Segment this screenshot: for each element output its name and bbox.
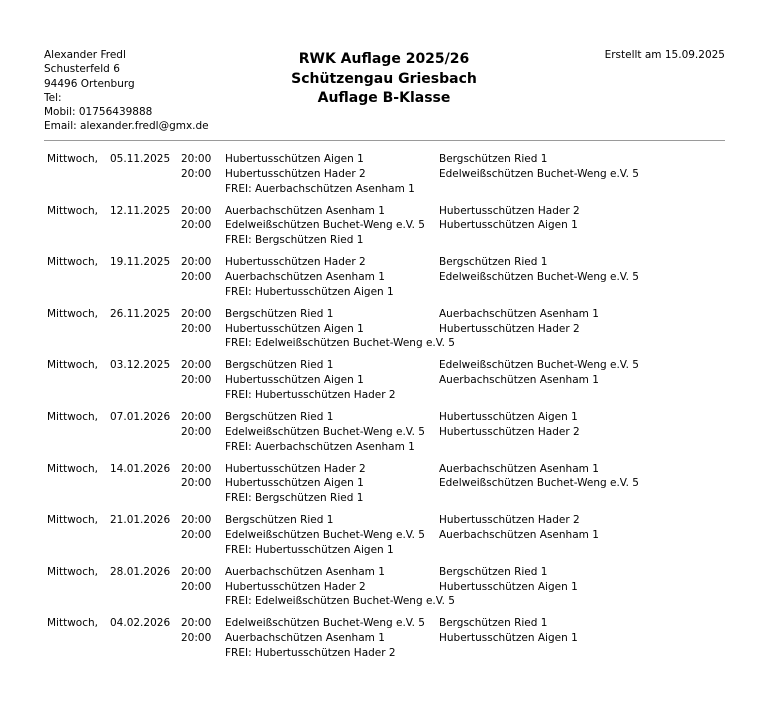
- match-round: [0, 358, 768, 410]
- away-team-2: Hubertusschützen Hader 2: [439, 322, 580, 335]
- date-text: 19.11.2025: [110, 256, 171, 269]
- match-time-2: 20:00: [181, 632, 212, 645]
- home-team-2: Hubertusschützen Aigen 1: [225, 477, 364, 490]
- match-time-2: 20:00: [181, 322, 212, 335]
- round-home-teams: [225, 513, 425, 557]
- round-date: [110, 358, 170, 373]
- bye-team: FREI: Auerbachschützen Asenham 1: [225, 182, 415, 195]
- home-team-1: Hubertusschützen Hader 2: [225, 462, 366, 475]
- match-time-2: 20:00: [181, 528, 212, 541]
- away-team-2: Edelweißschützen Buchet-Weng e.V. 5: [439, 167, 639, 180]
- title-line-1: RWK Auflage 2025/26: [298, 51, 470, 67]
- home-team-2: Edelweißschützen Buchet-Weng e.V. 5: [225, 219, 425, 232]
- round-weekday: [47, 565, 98, 580]
- sender-address: [44, 48, 209, 134]
- weekday-text: Mittwoch,: [47, 617, 98, 630]
- home-team-2: Edelweißschützen Buchet-Weng e.V. 5: [225, 425, 425, 438]
- away-team-2: Auerbachschützen Asenham 1: [439, 528, 599, 541]
- home-team-2: Hubertusschützen Aigen 1: [225, 322, 364, 335]
- home-team-1: Edelweißschützen Buchet-Weng e.V. 5: [225, 617, 425, 630]
- sender-email: Email: alexander.fredl@gmx.de: [44, 120, 209, 133]
- match-time-1: 20:00: [181, 307, 212, 320]
- bye-team: FREI: Hubertusschützen Hader 2: [225, 388, 396, 401]
- date-text: 28.01.2026: [110, 565, 171, 578]
- match-round: [0, 307, 768, 359]
- weekday-text: Mittwoch,: [47, 410, 98, 423]
- match-time-2: 20:00: [181, 270, 212, 283]
- bye-team: FREI: Auerbachschützen Asenham 1: [225, 440, 415, 453]
- bye-team: FREI: Hubertusschützen Hader 2: [225, 646, 396, 659]
- home-team-1: Auerbachschützen Asenham 1: [225, 204, 385, 217]
- round-times: [181, 307, 211, 337]
- match-time-2: 20:00: [181, 219, 212, 232]
- date-text: 26.11.2025: [110, 307, 171, 320]
- round-weekday: [47, 358, 98, 373]
- round-times: [181, 410, 211, 440]
- home-team-1: Hubertusschützen Hader 2: [225, 256, 366, 269]
- away-team-2: Edelweißschützen Buchet-Weng e.V. 5: [439, 477, 639, 490]
- round-away-teams: [439, 462, 639, 492]
- sender-mobile: Mobil: 01756439888: [44, 106, 153, 119]
- away-team-2: Edelweißschützen Buchet-Weng e.V. 5: [439, 270, 639, 283]
- away-team-1: Edelweißschützen Buchet-Weng e.V. 5: [439, 359, 639, 372]
- round-away-teams: [439, 565, 578, 595]
- match-round: [0, 513, 768, 565]
- round-times: [181, 513, 211, 543]
- home-team-1: Bergschützen Ried 1: [225, 307, 334, 320]
- round-times: [181, 204, 211, 234]
- sender-city: 94496 Ortenburg: [44, 77, 135, 90]
- away-team-1: Hubertusschützen Hader 2: [439, 514, 580, 527]
- bye-team: FREI: Edelweißschützen Buchet-Weng e.V. 5: [225, 337, 455, 350]
- away-team-1: Bergschützen Ried 1: [439, 565, 548, 578]
- home-team-1: Bergschützen Ried 1: [225, 359, 334, 372]
- home-team-2: Edelweißschützen Buchet-Weng e.V. 5: [225, 528, 425, 541]
- match-time-1: 20:00: [181, 204, 212, 217]
- document-title: [244, 50, 524, 109]
- round-home-teams: [225, 152, 415, 196]
- home-team-2: Auerbachschützen Asenham 1: [225, 270, 385, 283]
- bye-team: FREI: Bergschützen Ried 1: [225, 234, 364, 247]
- away-team-1: Bergschützen Ried 1: [439, 617, 548, 630]
- weekday-text: Mittwoch,: [47, 256, 98, 269]
- round-home-teams: [225, 307, 455, 351]
- round-home-teams: [225, 204, 425, 248]
- match-round: [0, 255, 768, 307]
- sender-street: Schusterfeld 6: [44, 63, 120, 76]
- date-text: 04.02.2026: [110, 617, 171, 630]
- round-date: [110, 307, 170, 322]
- round-times: [181, 462, 211, 492]
- match-round: [0, 410, 768, 462]
- round-away-teams: [439, 307, 599, 337]
- round-home-teams: [225, 358, 396, 402]
- round-home-teams: [225, 565, 455, 609]
- header-divider: [44, 140, 725, 141]
- round-times: [181, 358, 211, 388]
- round-date: [110, 152, 170, 167]
- round-times: [181, 616, 211, 646]
- home-team-2: Hubertusschützen Hader 2: [225, 580, 366, 593]
- away-team-2: Hubertusschützen Aigen 1: [439, 580, 578, 593]
- match-round: [0, 152, 768, 204]
- created-date: Erstellt am 15.09.2025: [604, 49, 725, 61]
- home-team-2: Auerbachschützen Asenham 1: [225, 632, 385, 645]
- match-time-1: 20:00: [181, 565, 212, 578]
- match-time-2: 20:00: [181, 167, 212, 180]
- away-team-2: Auerbachschützen Asenham 1: [439, 374, 599, 387]
- round-weekday: [47, 255, 98, 270]
- bye-team: FREI: Hubertusschützen Aigen 1: [225, 285, 394, 298]
- round-weekday: [47, 307, 98, 322]
- round-weekday: [47, 513, 98, 528]
- weekday-text: Mittwoch,: [47, 462, 98, 475]
- home-team-2: Hubertusschützen Aigen 1: [225, 374, 364, 387]
- match-time-2: 20:00: [181, 425, 212, 438]
- home-team-1: Auerbachschützen Asenham 1: [225, 565, 385, 578]
- match-time-1: 20:00: [181, 410, 212, 423]
- away-team-2: Hubertusschützen Hader 2: [439, 425, 580, 438]
- round-home-teams: [225, 616, 425, 660]
- round-weekday: [47, 410, 98, 425]
- match-time-1: 20:00: [181, 617, 212, 630]
- round-date: [110, 462, 170, 477]
- match-round: [0, 616, 768, 668]
- weekday-text: Mittwoch,: [47, 359, 98, 372]
- round-times: [181, 152, 211, 182]
- round-away-teams: [439, 152, 639, 182]
- round-away-teams: [439, 358, 639, 388]
- match-round: [0, 462, 768, 514]
- bye-team: FREI: Hubertusschützen Aigen 1: [225, 543, 394, 556]
- match-time-2: 20:00: [181, 580, 212, 593]
- round-home-teams: [225, 410, 425, 454]
- round-away-teams: [439, 410, 580, 440]
- date-text: 14.01.2026: [110, 462, 171, 475]
- round-date: [110, 255, 170, 270]
- round-home-teams: [225, 462, 366, 506]
- match-time-1: 20:00: [181, 462, 212, 475]
- home-team-1: Bergschützen Ried 1: [225, 514, 334, 527]
- away-team-2: Hubertusschützen Aigen 1: [439, 219, 578, 232]
- away-team-1: Hubertusschützen Hader 2: [439, 204, 580, 217]
- match-schedule: [0, 152, 768, 668]
- match-time-2: 20:00: [181, 374, 212, 387]
- date-text: 12.11.2025: [110, 204, 171, 217]
- home-team-2: Hubertusschützen Hader 2: [225, 167, 366, 180]
- home-team-1: Hubertusschützen Aigen 1: [225, 153, 364, 165]
- match-time-1: 20:00: [181, 359, 212, 372]
- match-round: [0, 204, 768, 256]
- round-weekday: [47, 204, 98, 219]
- match-time-2: 20:00: [181, 477, 212, 490]
- round-weekday: [47, 152, 98, 167]
- away-team-1: Hubertusschützen Aigen 1: [439, 410, 578, 423]
- date-text: 07.01.2026: [110, 410, 171, 423]
- weekday-text: Mittwoch,: [47, 153, 98, 165]
- weekday-text: Mittwoch,: [47, 307, 98, 320]
- bye-team: FREI: Bergschützen Ried 1: [225, 492, 364, 505]
- away-team-2: Hubertusschützen Aigen 1: [439, 632, 578, 645]
- round-date: [110, 513, 170, 528]
- weekday-text: Mittwoch,: [47, 204, 98, 217]
- round-away-teams: [439, 513, 599, 543]
- round-weekday: [47, 462, 98, 477]
- away-team-1: Auerbachschützen Asenham 1: [439, 462, 599, 475]
- round-date: [110, 616, 170, 631]
- title-line-3: Auflage B-Klasse: [317, 90, 451, 106]
- match-round: [0, 565, 768, 617]
- round-times: [181, 565, 211, 595]
- match-time-1: 20:00: [181, 153, 212, 165]
- weekday-text: Mittwoch,: [47, 514, 98, 527]
- sender-name: Alexander Fredl: [44, 49, 126, 61]
- round-weekday: [47, 616, 98, 631]
- weekday-text: Mittwoch,: [47, 565, 98, 578]
- round-date: [110, 204, 170, 219]
- round-away-teams: [439, 255, 639, 285]
- title-line-2: Schützengau Griesbach: [291, 70, 477, 87]
- round-away-teams: [439, 204, 580, 234]
- sender-tel: Tel:: [44, 91, 62, 104]
- date-text: 03.12.2025: [110, 359, 171, 372]
- away-team-1: Bergschützen Ried 1: [439, 153, 548, 165]
- away-team-1: Bergschützen Ried 1: [439, 256, 548, 269]
- round-date: [110, 565, 170, 580]
- home-team-1: Bergschützen Ried 1: [225, 410, 334, 423]
- round-away-teams: [439, 616, 578, 646]
- away-team-1: Auerbachschützen Asenham 1: [439, 307, 599, 320]
- document-header: [44, 48, 725, 136]
- round-home-teams: [225, 255, 394, 299]
- date-text: 05.11.2025: [110, 153, 171, 165]
- match-time-1: 20:00: [181, 256, 212, 269]
- round-date: [110, 410, 170, 425]
- match-time-1: 20:00: [181, 514, 212, 527]
- bye-team: FREI: Edelweißschützen Buchet-Weng e.V. 5: [225, 595, 455, 608]
- round-times: [181, 255, 211, 285]
- date-text: 21.01.2026: [110, 514, 171, 527]
